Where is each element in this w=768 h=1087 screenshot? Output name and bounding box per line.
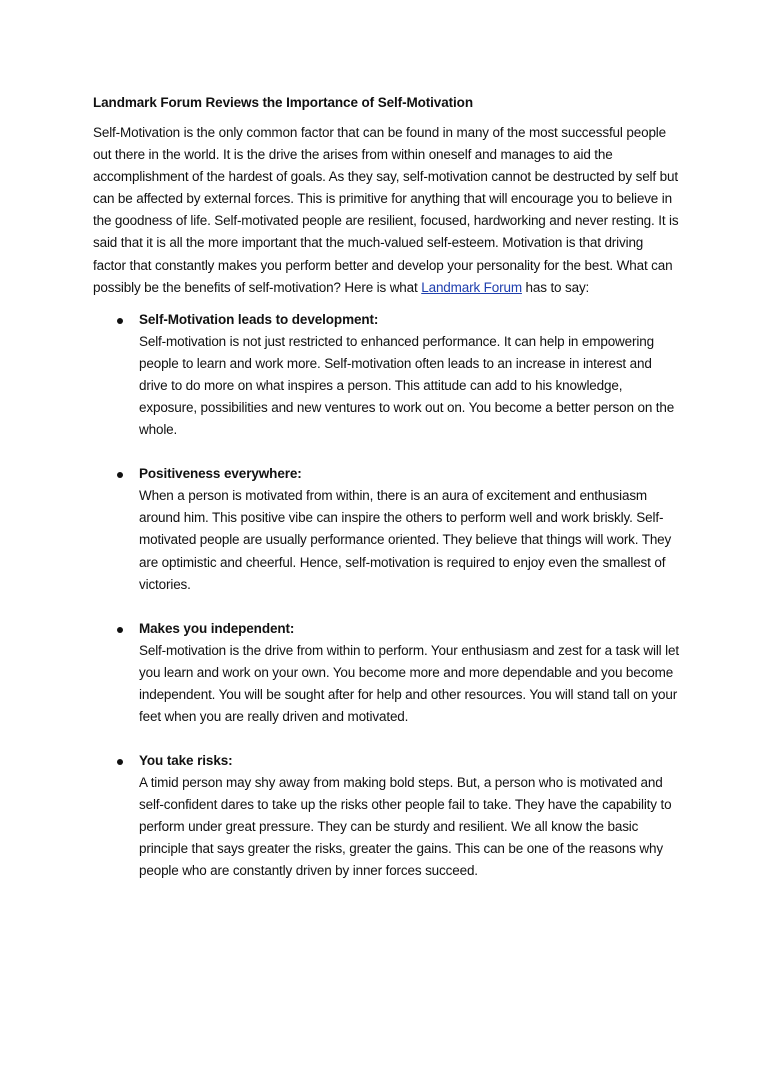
section-heading: Makes you independent: bbox=[139, 620, 295, 636]
bullet-icon bbox=[117, 627, 123, 633]
section-body: A timid person may shy away from making bold steps. But, a person who is motivated and self-confident dares to take up the risks other people fail to take. They have the capability to perform under great pressure. They can be sturdy and resilient. We all know the basic principle that says greater the risks, greater the gains. This can be one of the reasons why people who are constantly driven by inner forces succeed. bbox=[139, 775, 672, 879]
document-page bbox=[93, 92, 679, 905]
section-body: Self-motivation is the drive from within to perform. Your enthusiasm and zest for a task will let you learn and work on your own. You become more and more dependable and you become independent. You will be sought after for help and other resources. You will stand tall on your feet when you are really driven and motivated. bbox=[139, 642, 679, 724]
bullet-icon bbox=[117, 318, 123, 324]
section-body: Self-motivation is not just restricted to enhanced performance. It can help in empowering people to learn and work more. Self-motivation often leads to an increase in interest and drive to do more on what inspires a person. This attitude can add to his knowledge, exposure, possibilities and new ventures to work out on. You become a better person on the whole. bbox=[139, 333, 675, 438]
list-item bbox=[93, 750, 679, 882]
landmark-forum-link[interactable]: Landmark Forum bbox=[421, 279, 522, 295]
list-item bbox=[93, 463, 679, 595]
intro-text-before-link: Self-Motivation is the only common factor that can be found in many of the most successful people out there in the world. It is the drive the arises from within oneself and manages to aid the accomplishment of the hardest of goals. As they say, self-motivation cannot be destructed by self but can be affected by external forces. This is primitive for anything that will encourage you to believe in the goodness of life. Self-motivated people are resilient, focused, hardworking and never resting. It is said that it is all the more important that the much-valued self-esteem. Motivation is that driving factor that constantly makes you perform better and develop your personality for the best. What can possibly be the benefits of self-motivation? Here is what bbox=[93, 125, 679, 295]
section-heading: You take risks: bbox=[139, 753, 233, 769]
intro-text-after-link: has to say: bbox=[521, 279, 590, 295]
bullet-icon bbox=[117, 472, 123, 478]
document-title: Landmark Forum Reviews the Importance of Self-Motivation bbox=[93, 95, 473, 110]
list-item bbox=[93, 309, 679, 441]
section-heading: Positiveness everywhere: bbox=[139, 466, 302, 482]
bullet-icon bbox=[117, 759, 123, 765]
intro-paragraph bbox=[93, 122, 679, 299]
section-body: When a person is motivated from within, there is an aura of excitement and enthusiasm around him. This positive vibe can inspire the others to perform well and work briskly. Self-motivated people are usually performance oriented. They believe that things will work. They are optimistic and cheerful. Hence, self-motivation is required to enjoy even the smallest of victories. bbox=[139, 488, 672, 592]
benefits-list bbox=[93, 309, 679, 883]
section-heading: Self-Motivation leads to development: bbox=[139, 311, 379, 327]
list-item bbox=[93, 618, 679, 728]
